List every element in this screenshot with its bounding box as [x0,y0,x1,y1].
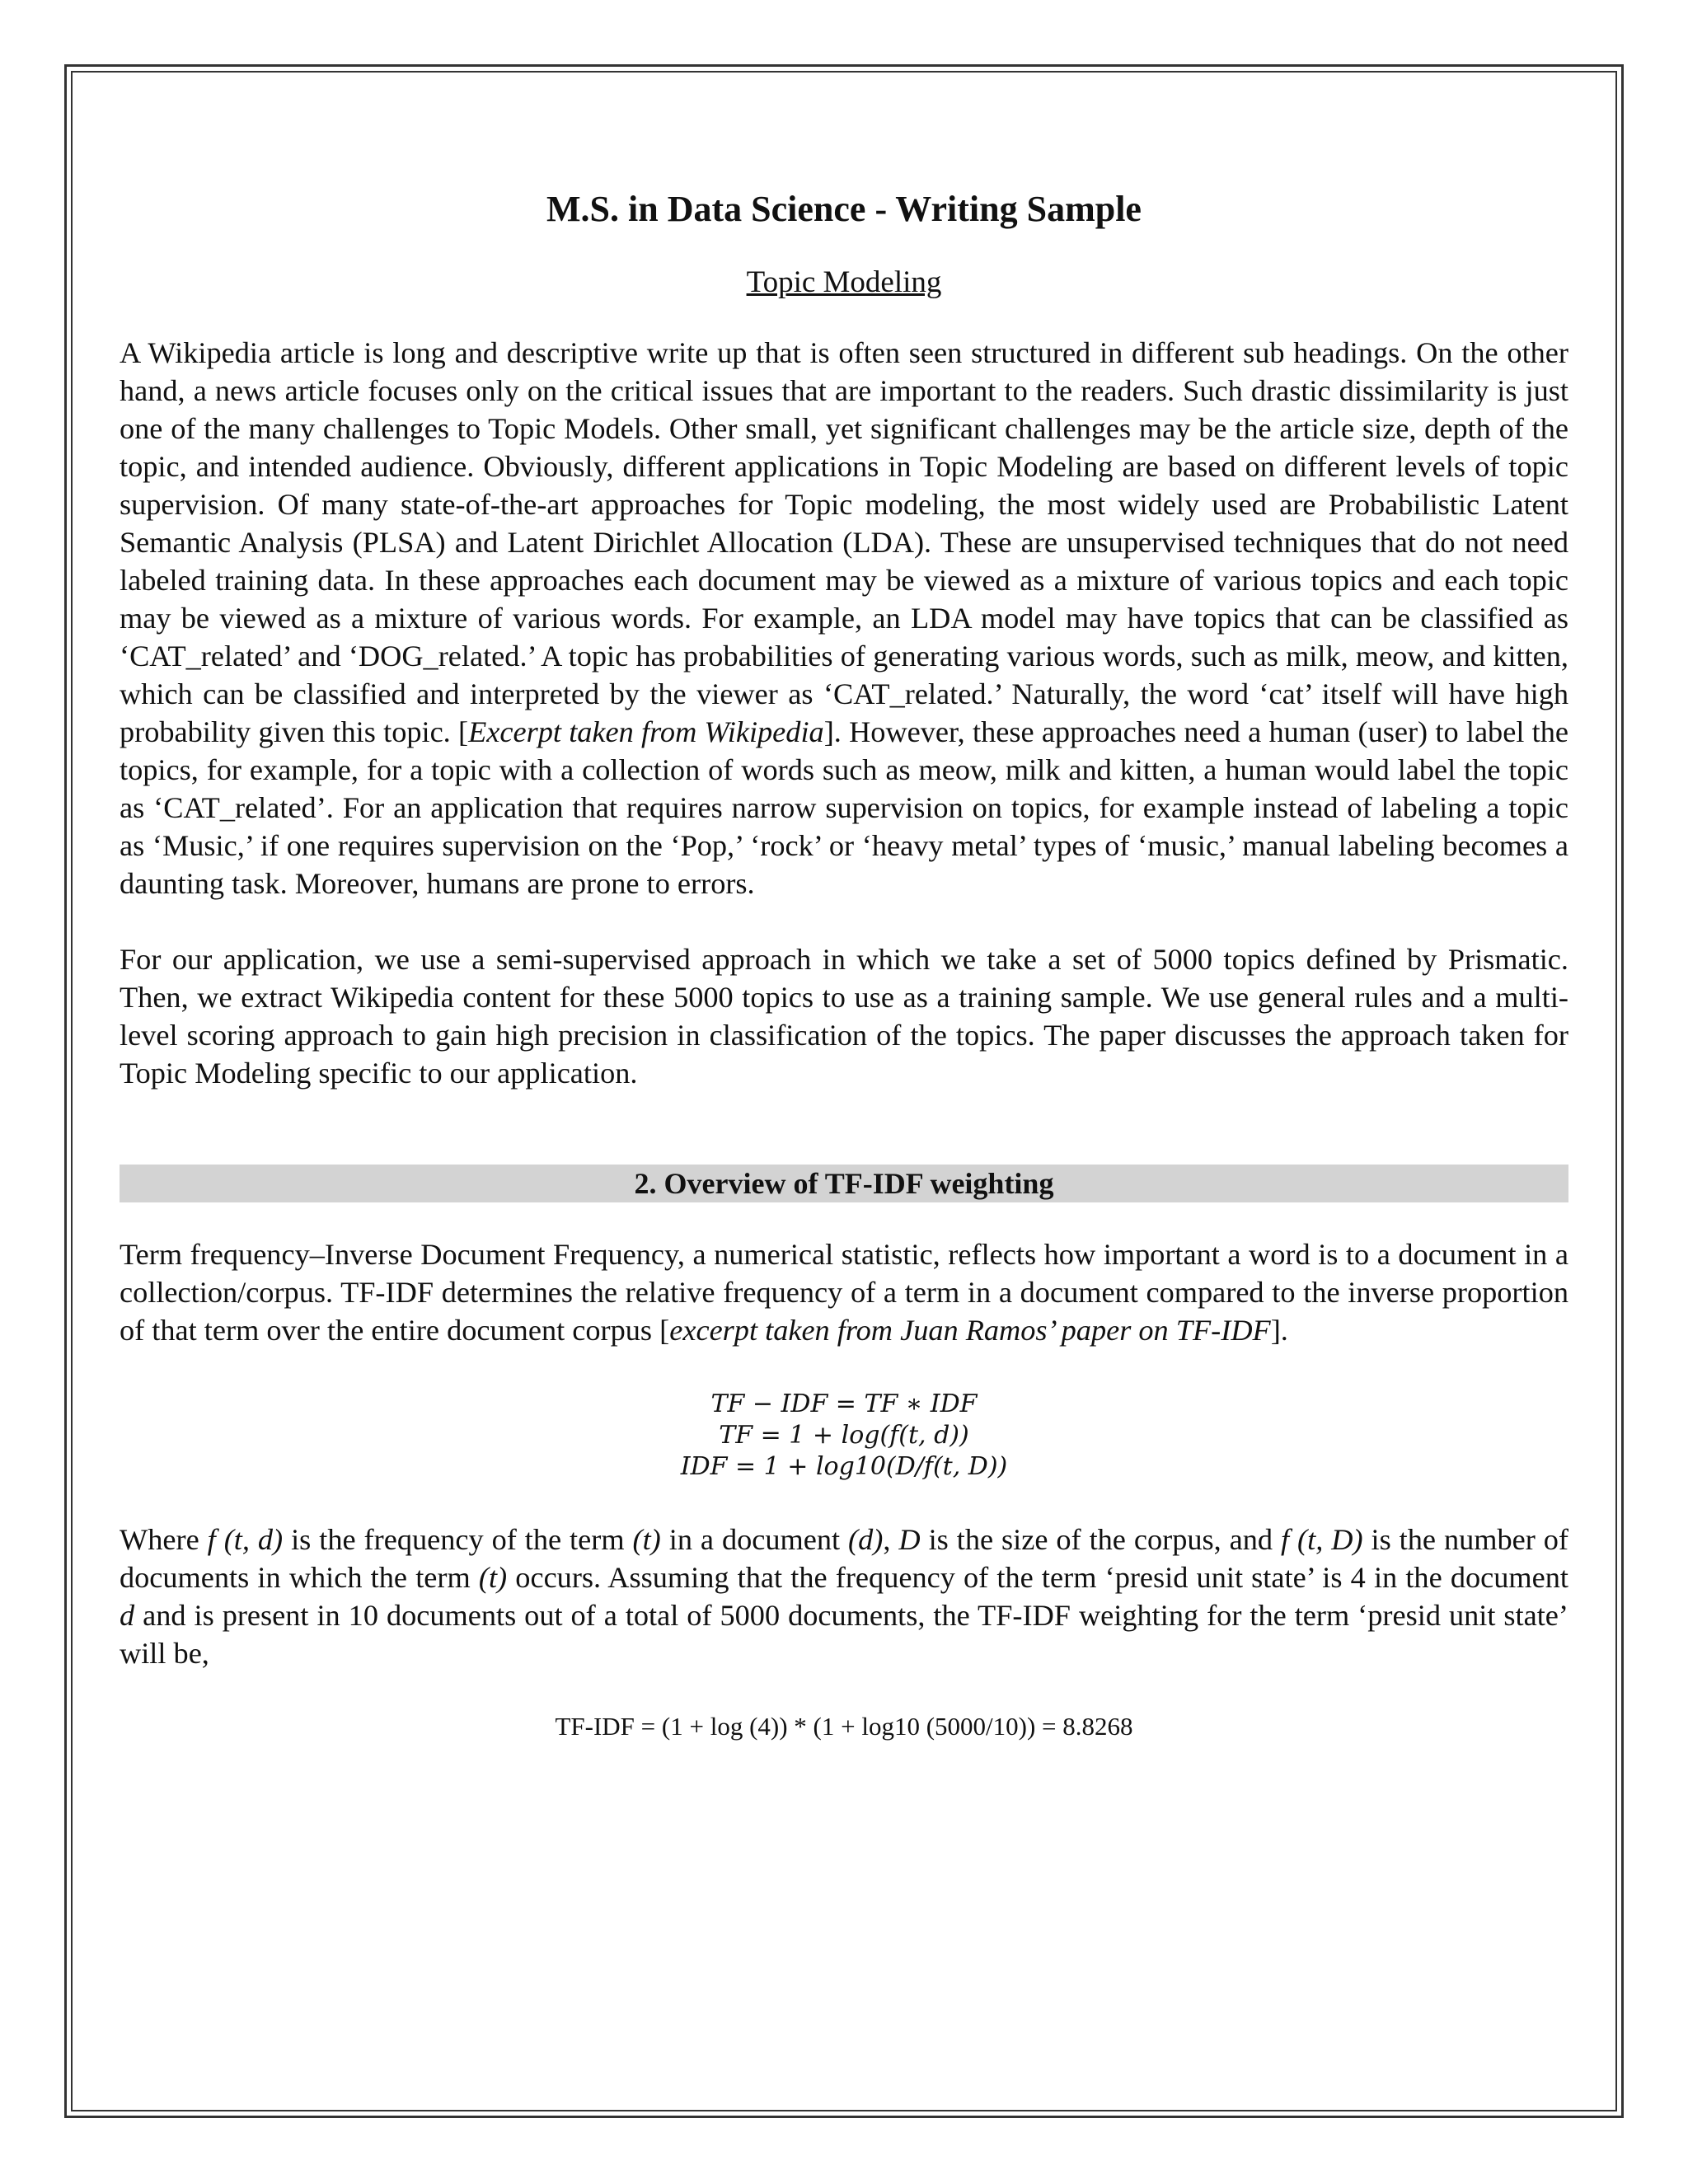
equation-result: TF-IDF = (1 + log (4)) * (1 + log10 (5000/10)) = 8.8268 [555,1712,1133,1741]
where-text: is the number of documents in which the term [120,1523,1568,1595]
citation-ramos: excerpt taken from Juan Ramos’ paper on TF-IDF [669,1314,1271,1347]
where-text: is the frequency of the term [283,1523,633,1557]
paragraph-tfidf-text-a: Term frequency–Inverse Document Frequency, a numerical statistic, reflects how important a word is to a document in a collection/corpus. TF-IDF determines the relative frequency of a term in a document compared to the inverse proportion of that term over the entire document corpus [ [120,1238,1568,1347]
where-text: , [883,1523,899,1557]
document-title: M.S. in Data Science - Writing Sample [546,189,1142,229]
where-var: (d) [848,1523,884,1557]
document-body [120,188,1568,1743]
where-text: is the size of the corpus, and [920,1523,1282,1557]
where-text: in a document [660,1523,849,1557]
equation-tfidf: TF − IDF = TF ∗ IDF [710,1390,978,1419]
paragraph-intro-text-a: A Wikipedia article is long and descriptive write up that is often seen structured in different sub headings. On the other hand, a news article focuses only on the critical issues that are important to the readers. Such drastic dissimilarity is just one of the many challenges to Topic Models. Other small, yet significant challenges may be the article size, depth of the topic, and intended audience. Obviously, different applications in Topic Modeling are based on different levels of topic supervision. Of many state-of-the-art approaches for Topic modeling, the most widely used are Probabilistic Latent Semantic Analysis (PLSA) and Latent Dirichlet Allocation (LDA). These are unsupervised techniques that do not need labeled training data. In these approaches each document may be viewed as a mixture of various topics and each topic may be viewed as a mixture of various words. For example, an LDA model may have topics that can be classified as ‘CAT_related’ and ‘DOG_related.’ A topic has probabilities of generating various words, such as milk, meow, and kitten, which can be classified and interpreted by the viewer as ‘CAT_related.’ Naturally, the word ‘cat’ itself will have high probability given this topic. [ [120,336,1568,749]
where-var: f (t, d) [207,1523,284,1557]
where-var: (t) [478,1561,508,1595]
paragraph-application: For our application, we use a semi-supervised approach in which we take a set of 5000 topics defined by Prismatic. Then, we extract Wikipedia content for these 5000 topics to use as a training sample. We use general rules and a multi-level scoring approach to gain high precision in classification of the topics. The paper discusses the approach taken for Topic Modeling specific to our application. [120,943,1568,1090]
where-var: f (t, D) [1281,1523,1363,1557]
paragraph-tfidf-text-b: ]. [1270,1314,1288,1347]
equation-tf: TF = 1 + log(f(t, d)) [719,1421,969,1451]
paragraph-tfidf-definition [120,1235,1568,1349]
paragraph-intro [120,334,1568,902]
paragraph-where [120,1521,1568,1672]
where-var: (t) [632,1523,661,1557]
document-subtitle: Topic Modeling [746,265,942,299]
equation-idf: IDF = 1 + log10(D/f(t, D)) [680,1452,1008,1482]
where-text: occurs. Assuming that the frequency of the term ‘presid unit state’ is 4 in the document [507,1561,1568,1595]
where-var: D [898,1523,921,1557]
paragraph-intro-text-b: ]. However, these approaches need a human (user) to label the topics, for example, for a topic with a collection of words such as meow, milk and kitten, a human would label the topic as ‘CAT_related’. For an application that requires narrow supervision on topics, for example instead of labeling a topic as ‘Music,’ if one requires supervision on the ‘Pop,’ ‘rock’ or ‘heavy metal’ types of ‘music,’ manual labeling becomes a daunting task. Moreover, humans are prone to errors. [120,715,1568,901]
citation-wikipedia: Excerpt taken from Wikipedia [468,715,824,749]
equation-block [120,1389,1568,1483]
where-text: Where [120,1523,208,1557]
where-text: and is present in 10 documents out of a total of 5000 documents, the TF-IDF weighting for the term ‘presid unit state’ will be, [120,1599,1568,1671]
where-var: d [120,1599,135,1633]
section-heading-tfidf: 2. Overview of TF-IDF weighting [120,1165,1568,1202]
